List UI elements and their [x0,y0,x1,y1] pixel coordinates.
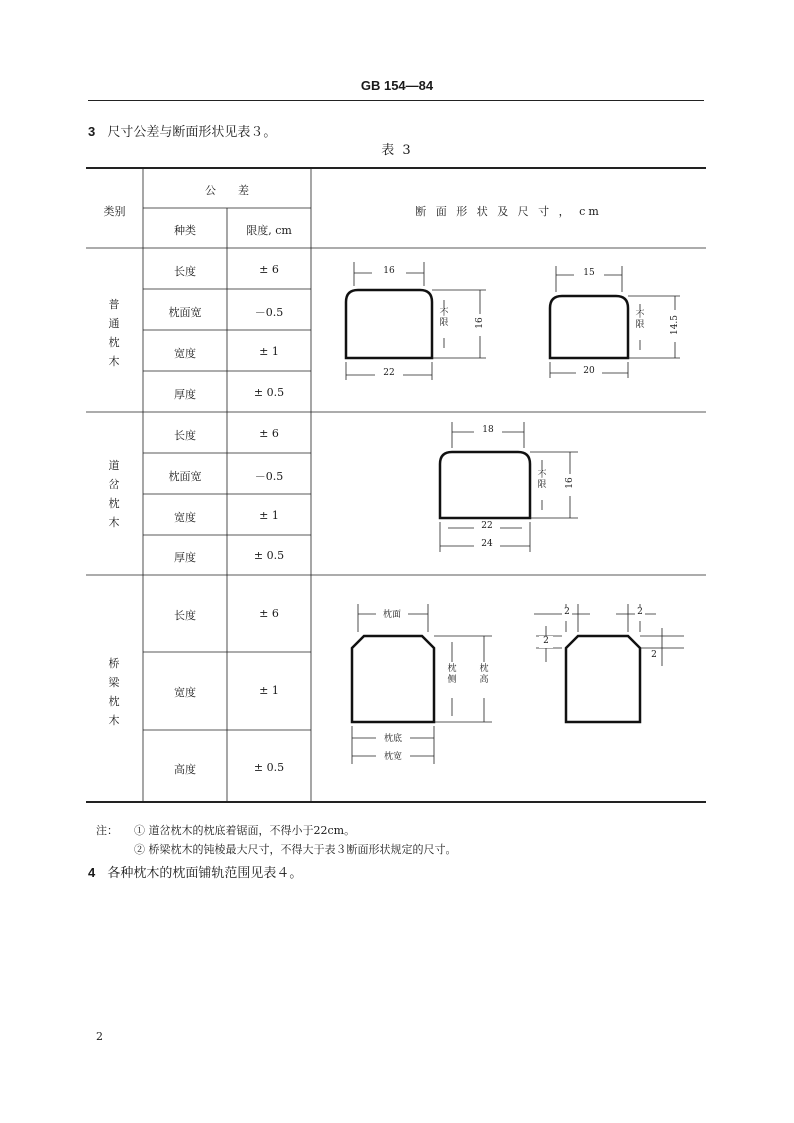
section-4-text: 各种枕木的枕面铺轨范围见表４。 [107,866,303,881]
header-kind: 种类 [174,224,196,237]
table-row-kind: 厚度 [174,388,196,401]
table-row-limit: ± 1 [259,684,279,697]
dim-label: 15 [583,268,595,278]
table-row-kind: 宽度 [174,347,196,360]
table-row-limit: ± 0.5 [253,761,285,774]
dim-label: 24 [481,539,493,549]
diagram-ordinary-b [550,266,683,380]
dim-label: 22 [481,521,493,531]
dim-label: 不限 [537,470,547,490]
table-row-kind: 长度 [174,265,196,278]
dim-label: 22 [383,368,395,378]
table-row-kind: 长度 [174,429,196,442]
table-row-kind: 枕面宽 [168,470,202,483]
table-row-kind: 宽度 [174,686,196,699]
section-3-number: 3 [88,124,96,139]
table-row-kind: 宽度 [174,511,196,524]
dim-label: 2 [564,607,570,617]
page-number: 2 [96,1030,103,1043]
table-row-limit: －0.5 [254,470,284,483]
table-row-limit: ± 0.5 [253,386,285,399]
table-row-limit: ± 6 [259,607,279,620]
dim-label: 16 [475,317,485,329]
table-row-limit: ± 1 [259,509,279,522]
dim-label: 枕宽 [383,752,402,762]
group-turnout: 道岔枕木 [108,459,120,529]
table-row-kind: 长度 [174,609,196,622]
section-3-text: 尺寸公差与断面形状见表３。 [107,125,277,140]
diagram-bridge-b [534,604,684,722]
header-tolerance: 公 差 [205,184,249,197]
section-4-number: 4 [88,865,96,880]
note-item: ① 道岔枕木的枕底着锯面，不得小于22cm。 [134,824,356,837]
group-bridge: 桥梁枕木 [108,657,120,727]
table-row-kind: 枕面宽 [168,306,202,319]
dim-label: 枕面 [382,610,401,620]
diagram-turnout [440,422,578,553]
section-4 [88,862,302,881]
dim-label: 20 [583,366,595,376]
table-row-kind: 厚度 [174,551,196,564]
dim-label: 不限 [635,310,645,330]
dim-label: 2 [637,607,643,617]
header-category: 类别 [103,205,126,218]
diagram-ordinary-a [346,262,488,382]
dim-label: 枕侧 [447,664,457,685]
note-item: ② 桥梁枕木的钝棱最大尺寸，不得大于表３断面形状规定的尺寸。 [134,843,457,856]
dim-label: 不限 [439,308,449,328]
table-row-kind: 高度 [174,763,196,776]
group-ordinary: 普通枕木 [108,298,120,368]
table-row-limit: ± 1 [259,345,279,358]
dim-label: 2 [543,636,549,646]
header-limit: 限度, cm [246,224,292,237]
table-caption: 表 3 [381,143,413,158]
diagram-bridge-a [352,604,492,764]
standard-number: GB 154—84 [360,78,434,93]
notes-label: 注： [96,824,118,837]
table-row-limit: ± 6 [259,263,279,276]
dim-label: 枕底 [383,734,402,744]
header-shape: 断 面 形 状 及 尺 寸 ， cm [415,205,602,218]
table-row-limit: ± 6 [259,427,279,440]
dim-label: 2 [651,650,657,660]
dim-label: 16 [383,266,395,276]
table-row-limit: －0.5 [254,306,284,319]
dim-label: 16 [565,477,575,489]
table-row-limit: ± 0.5 [253,549,285,562]
dim-label: 18 [482,425,494,435]
dim-label: 14.5 [670,314,680,336]
dim-label: 枕高 [479,664,489,685]
